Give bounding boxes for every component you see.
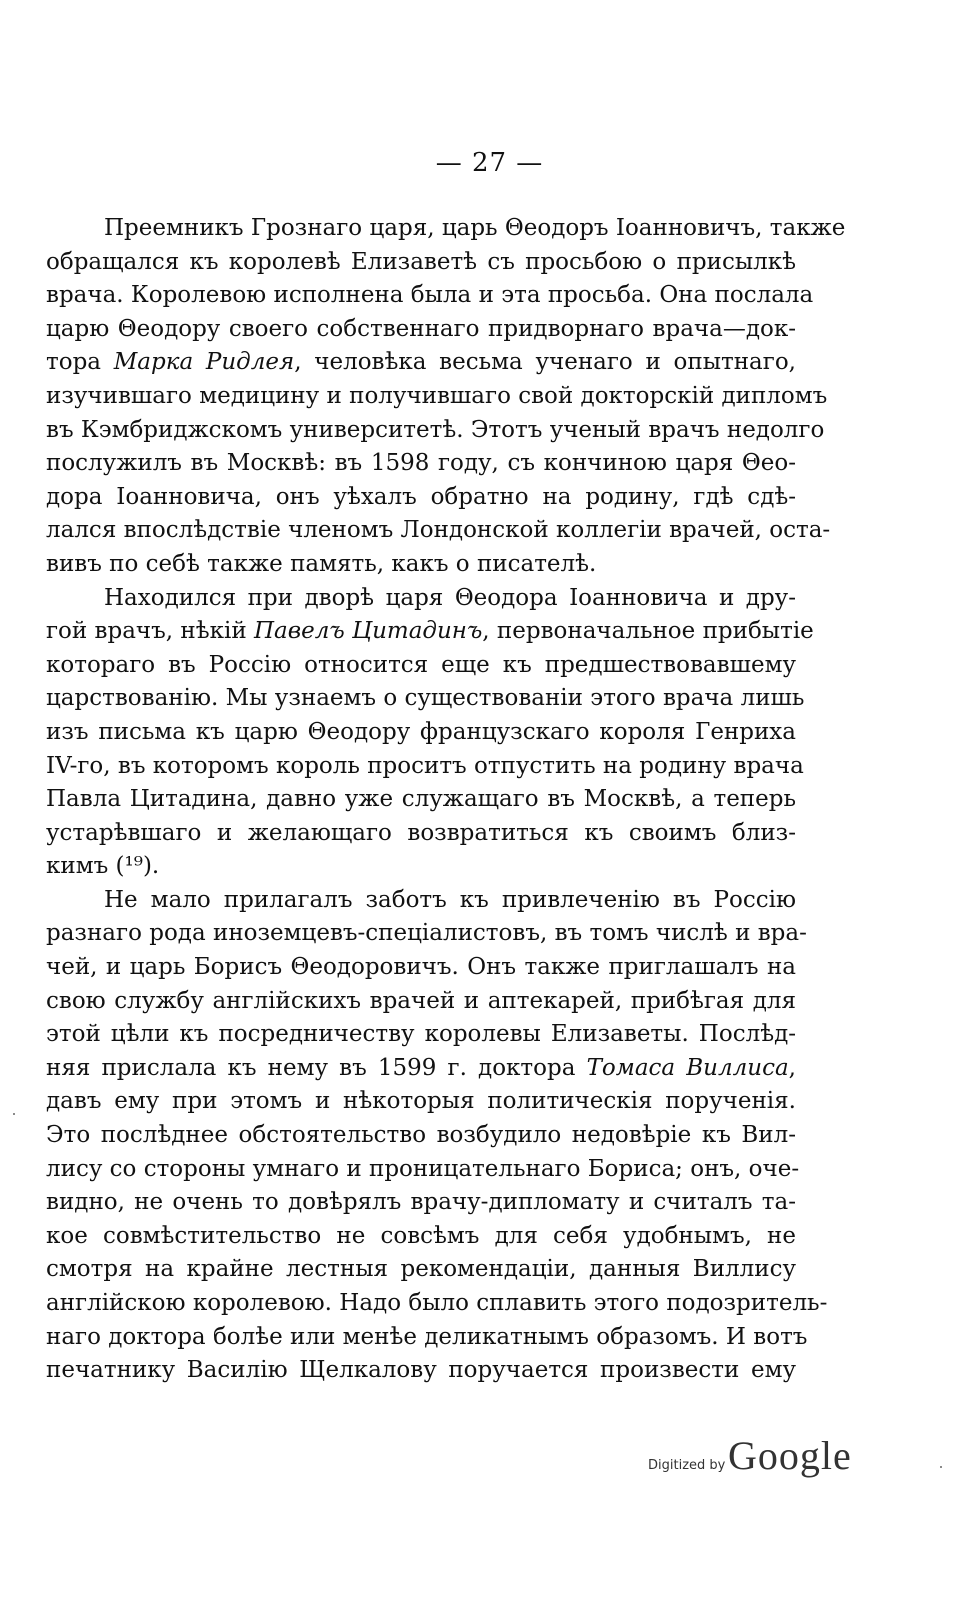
- text-line: давъ ему при этомъ и нѣкоторыя политическія порученія.: [46, 1088, 796, 1115]
- text-line: Павла Цитадина, давно уже служащаго въ Москвѣ, а теперь: [46, 786, 796, 813]
- scan-speck: [940, 1466, 942, 1468]
- text-line: врача. Королевою исполнена была и эта просьба. Она послала: [46, 282, 814, 309]
- digitized-label: Digitized by: [648, 1458, 726, 1473]
- digitized-watermark: [648, 1432, 852, 1482]
- text-line: изъ письма къ царю Θеодору французскаго короля Генриха: [46, 718, 796, 745]
- text-line: няя прислала къ нему въ 1599 г. доктора Томаса Виллиса,: [46, 1054, 796, 1081]
- text-line: котораго въ Россію относится еще къ предшествовавшему: [46, 651, 796, 678]
- text-line: разнаго рода иноземцевъ-спеціалистовъ, въ томъ числѣ и вра-: [46, 920, 807, 947]
- text-line: Не мало прилагалъ заботъ къ привлеченію въ Россію: [104, 886, 796, 913]
- text-line: царствованію. Мы узнаемъ о существованіи этого врача лишь: [46, 685, 805, 712]
- text-line: IV-го, въ которомъ король проситъ отпустить на родину врача: [46, 752, 804, 779]
- text-line: свою службу англійскихъ врачей и аптекарей, прибѣгая для: [46, 987, 796, 1014]
- scan-speck: [13, 1113, 15, 1115]
- text-line: дора Іоанновича, онъ уѣхалъ обратно на родину, гдѣ сдѣ-: [46, 483, 796, 510]
- text-line: въ Кэмбриджскомъ университетѣ. Этотъ ученый врачъ недолго: [46, 416, 825, 443]
- text-line: наго доктора болѣе или менѣе деликатнымъ образомъ. И вотъ: [46, 1323, 808, 1350]
- text-line: изучившаго медицину и получившаго свой докторскій дипломъ: [46, 382, 828, 409]
- text-line: смотря на крайне лестныя рекомендаціи, данныя Виллису: [46, 1256, 796, 1283]
- text-line: вивъ по себѣ также память, какъ о писателѣ.: [46, 550, 597, 577]
- text-line: печатнику Василію Щелкалову поручается произвести ему: [46, 1357, 796, 1384]
- text-line: Преемникъ Грознаго царя, царь Θеодоръ Іоанновичъ, также: [104, 215, 846, 241]
- body-text: [46, 212, 846, 1388]
- text-line: англійскою королевою. Надо было сплавить этого подозритель-: [46, 1290, 828, 1316]
- text-line: гой врачъ, нѣкій Павелъ Цитадинъ, первоначальное прибытіе: [46, 618, 814, 645]
- google-logo: Google: [728, 1433, 852, 1478]
- text-line: этой цѣли къ посредничеству королевы Елизаветы. Послѣд-: [46, 1021, 796, 1048]
- text-line: лису со стороны умнаго и проницательнаго Бориса; онъ, оче-: [46, 1155, 800, 1182]
- page-number: — 27 —: [435, 148, 544, 178]
- text-line: царю Θеодору своего собственнаго придворнаго врача—док-: [46, 315, 796, 342]
- text-line: чей, и царь Борисъ Θеодоровичъ. Онъ также приглашалъ на: [46, 954, 796, 981]
- text-line: видно, не очень то довѣрялъ врачу-дипломату и считалъ та-: [46, 1189, 796, 1216]
- text-line: кимъ (¹⁹).: [46, 853, 160, 880]
- text-line: устарѣвшаго и желающаго возвратиться къ своимъ близ-: [46, 819, 796, 846]
- text-line: послужилъ въ Москвѣ: въ 1598 году, съ кончиною царя Θео-: [46, 450, 796, 477]
- text-line: кое совмѣстительство не совсѣмъ для себя удобнымъ, не: [46, 1222, 796, 1249]
- text-line: Это послѣднее обстоятельство возбудило недовѣріе къ Вил-: [46, 1122, 796, 1149]
- text-line: лался впослѣдствіе членомъ Лондонской коллегіи врачей, оста-: [46, 517, 831, 544]
- text-line: тора Марка Ридлея, человѣка весьма ученаго и опытнаго,: [46, 349, 796, 376]
- text-line: Находился при дворѣ царя Θеодора Іоанновича и дру-: [104, 584, 796, 611]
- text-line: обращался къ королевѣ Елизаветѣ съ просьбою о присылкѣ: [46, 248, 796, 275]
